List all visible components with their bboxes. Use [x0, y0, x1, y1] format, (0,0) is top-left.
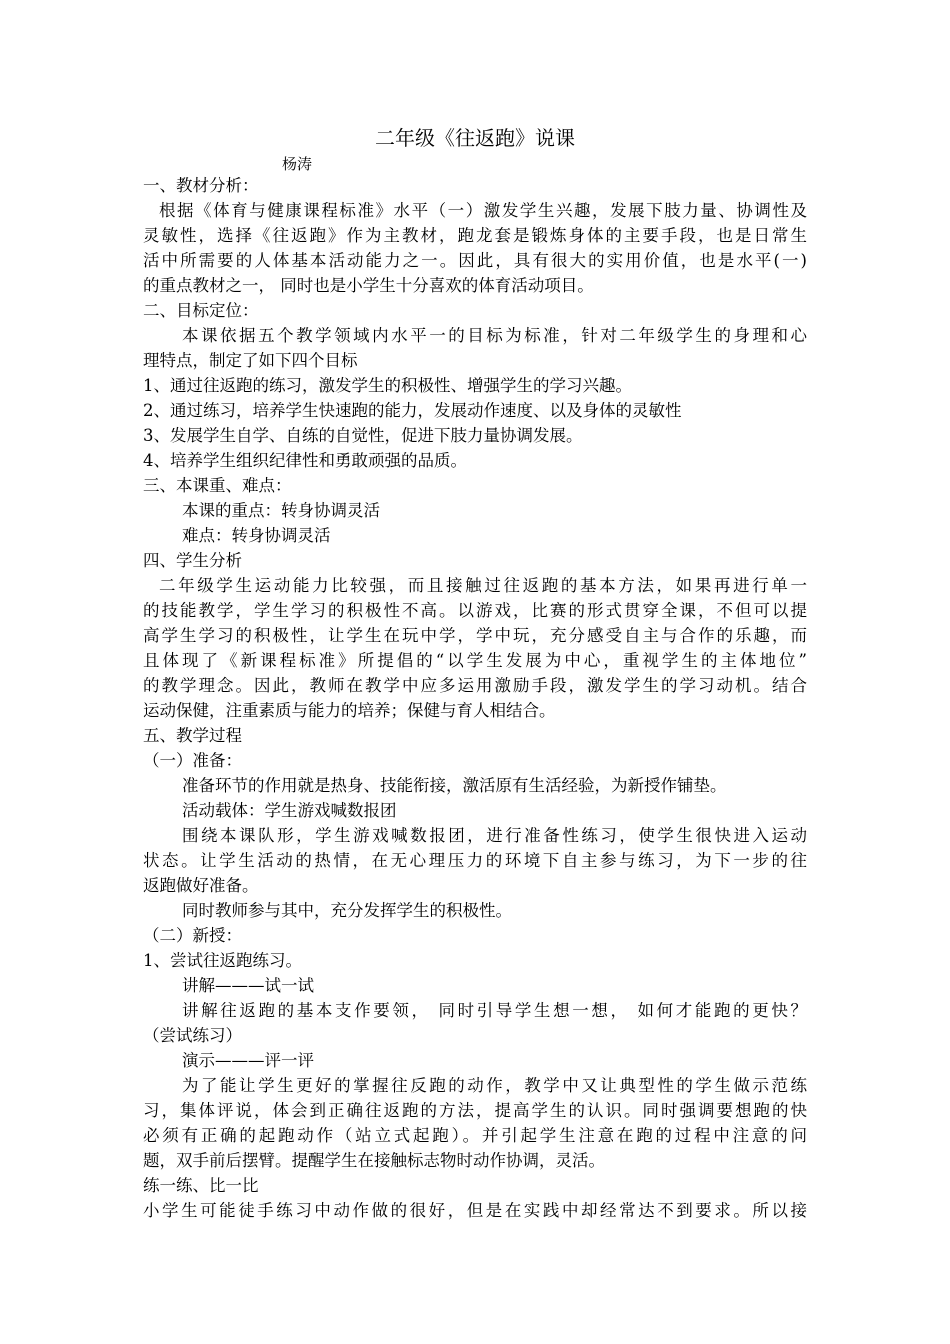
body-line: 练一练、比一比 — [143, 1176, 259, 1195]
body-line: 灵敏性，选择《往返跑》作为主教材，跑龙套是锻炼身体的主要手段，也是日常生 — [143, 226, 807, 245]
body-line: 五、教学过程 — [143, 726, 242, 745]
body-line: 状态。让学生活动的热情，在无心理压力的环境下自主参与练习，为下一步的往 — [143, 851, 807, 870]
body-line: 运动保健，注重素质与能力的培养；保健与育人相结合。 — [143, 701, 556, 720]
body-line: 三、本课重、难点： — [143, 476, 292, 495]
body-line: 本课依据五个教学领域内水平一的目标为标准，针对二年级学生的身理和心 — [182, 326, 807, 345]
body-line: （尝试练习） — [143, 1026, 242, 1045]
body-line: 3、发展学生自学、自练的自觉性，促进下肢力量协调发展。 — [143, 426, 583, 445]
body-line: 返跑做好准备。 — [143, 876, 259, 895]
body-line: 活中所需要的人体基本活动能力之一。因此，具有很大的实用价值，也是水平(一) — [143, 251, 807, 270]
body-line: 四、学生分析 — [143, 551, 242, 570]
body-line: 难点：转身协调灵活 — [182, 526, 331, 545]
body-line: 习，集体评说，体会到正确往返跑的方法，提高学生的认识。同时强调要想跑的快 — [143, 1101, 807, 1120]
body-line: 必须有正确的起跑动作（站立式起跑）。并引起学生注意在跑的过程中注意的问 — [143, 1126, 807, 1145]
body-line: 高学生学习的积极性，让学生在玩中学，学中玩，充分感受自主与合作的乐趣，而 — [143, 626, 807, 645]
body-line: 理特点，制定了如下四个目标 — [143, 351, 358, 370]
body-line: 围绕本课队形，学生游戏喊数报团，进行准备性练习，使学生很快进入运动 — [182, 826, 807, 845]
doc-author: 杨涛 — [282, 155, 313, 173]
body-line: 的技能教学，学生学习的积极性不高。以游戏，比赛的形式贯穿全课，不但可以提 — [143, 601, 807, 620]
body-line: 2、通过练习，培养学生快速跑的能力，发展动作速度、以及身体的灵敏性 — [143, 401, 682, 420]
body-line: 1、尝试往返跑练习。 — [143, 951, 302, 970]
body-line: 根据《体育与健康课程标准》水平（一）激发学生兴趣，发展下肢力量、协调性及 — [159, 201, 807, 220]
body-line: 一、教材分析： — [143, 176, 259, 195]
body-line: 讲解往返跑的基本支作要领， 同时引导学生想一想， 如何才能跑的更快？ — [182, 1001, 807, 1020]
body-line: 讲解———试一试 — [182, 976, 314, 995]
doc-title: 二年级《往返跑》说课 — [375, 126, 575, 150]
body-line: 本课的重点：转身协调灵活 — [182, 501, 380, 520]
body-line: 二年级学生运动能力比较强，而且接触过往返跑的基本方法，如果再进行单一 — [159, 576, 807, 595]
body-line: 小学生可能徒手练习中动作做的很好，但是在实践中却经常达不到要求。所以接 — [143, 1201, 807, 1220]
body-line: 的重点教材之一， 同时也是小学生十分喜欢的体育活动项目。 — [143, 276, 594, 295]
body-line: 的教学理念。因此，教师在教学中应多运用激励手段，激发学生的学习动机。结合 — [143, 676, 807, 695]
body-line: 二、目标定位： — [143, 301, 259, 320]
body-line: （一）准备： — [143, 751, 242, 770]
body-line: 1、通过往返跑的练习，激发学生的积极性、增强学生的学习兴趣。 — [143, 376, 632, 395]
body-line: 准备环节的作用就是热身、技能衔接，激活原有生活经验，为新授作铺垫。 — [182, 776, 727, 795]
body-line: 同时教师参与其中，充分发挥学生的积极性。 — [182, 901, 512, 920]
body-line: 为了能让学生更好的掌握往反跑的动作，教学中又让典型性的学生做示范练 — [182, 1076, 807, 1095]
body-line: 且体现了《新课程标准》所提倡的“以学生发展为中心，重视学生的主体地位” — [143, 651, 807, 670]
body-line: 演示———评一评 — [182, 1051, 314, 1070]
body-line: 活动载体：学生游戏喊数报团 — [182, 801, 397, 820]
body-line: 4、培养学生组织纪律性和勇敢顽强的品质。 — [143, 451, 467, 470]
body-line: 题，双手前后摆臂。提醒学生在接触标志物时动作协调，灵活。 — [143, 1151, 605, 1170]
body-line: （二）新授： — [143, 926, 242, 945]
